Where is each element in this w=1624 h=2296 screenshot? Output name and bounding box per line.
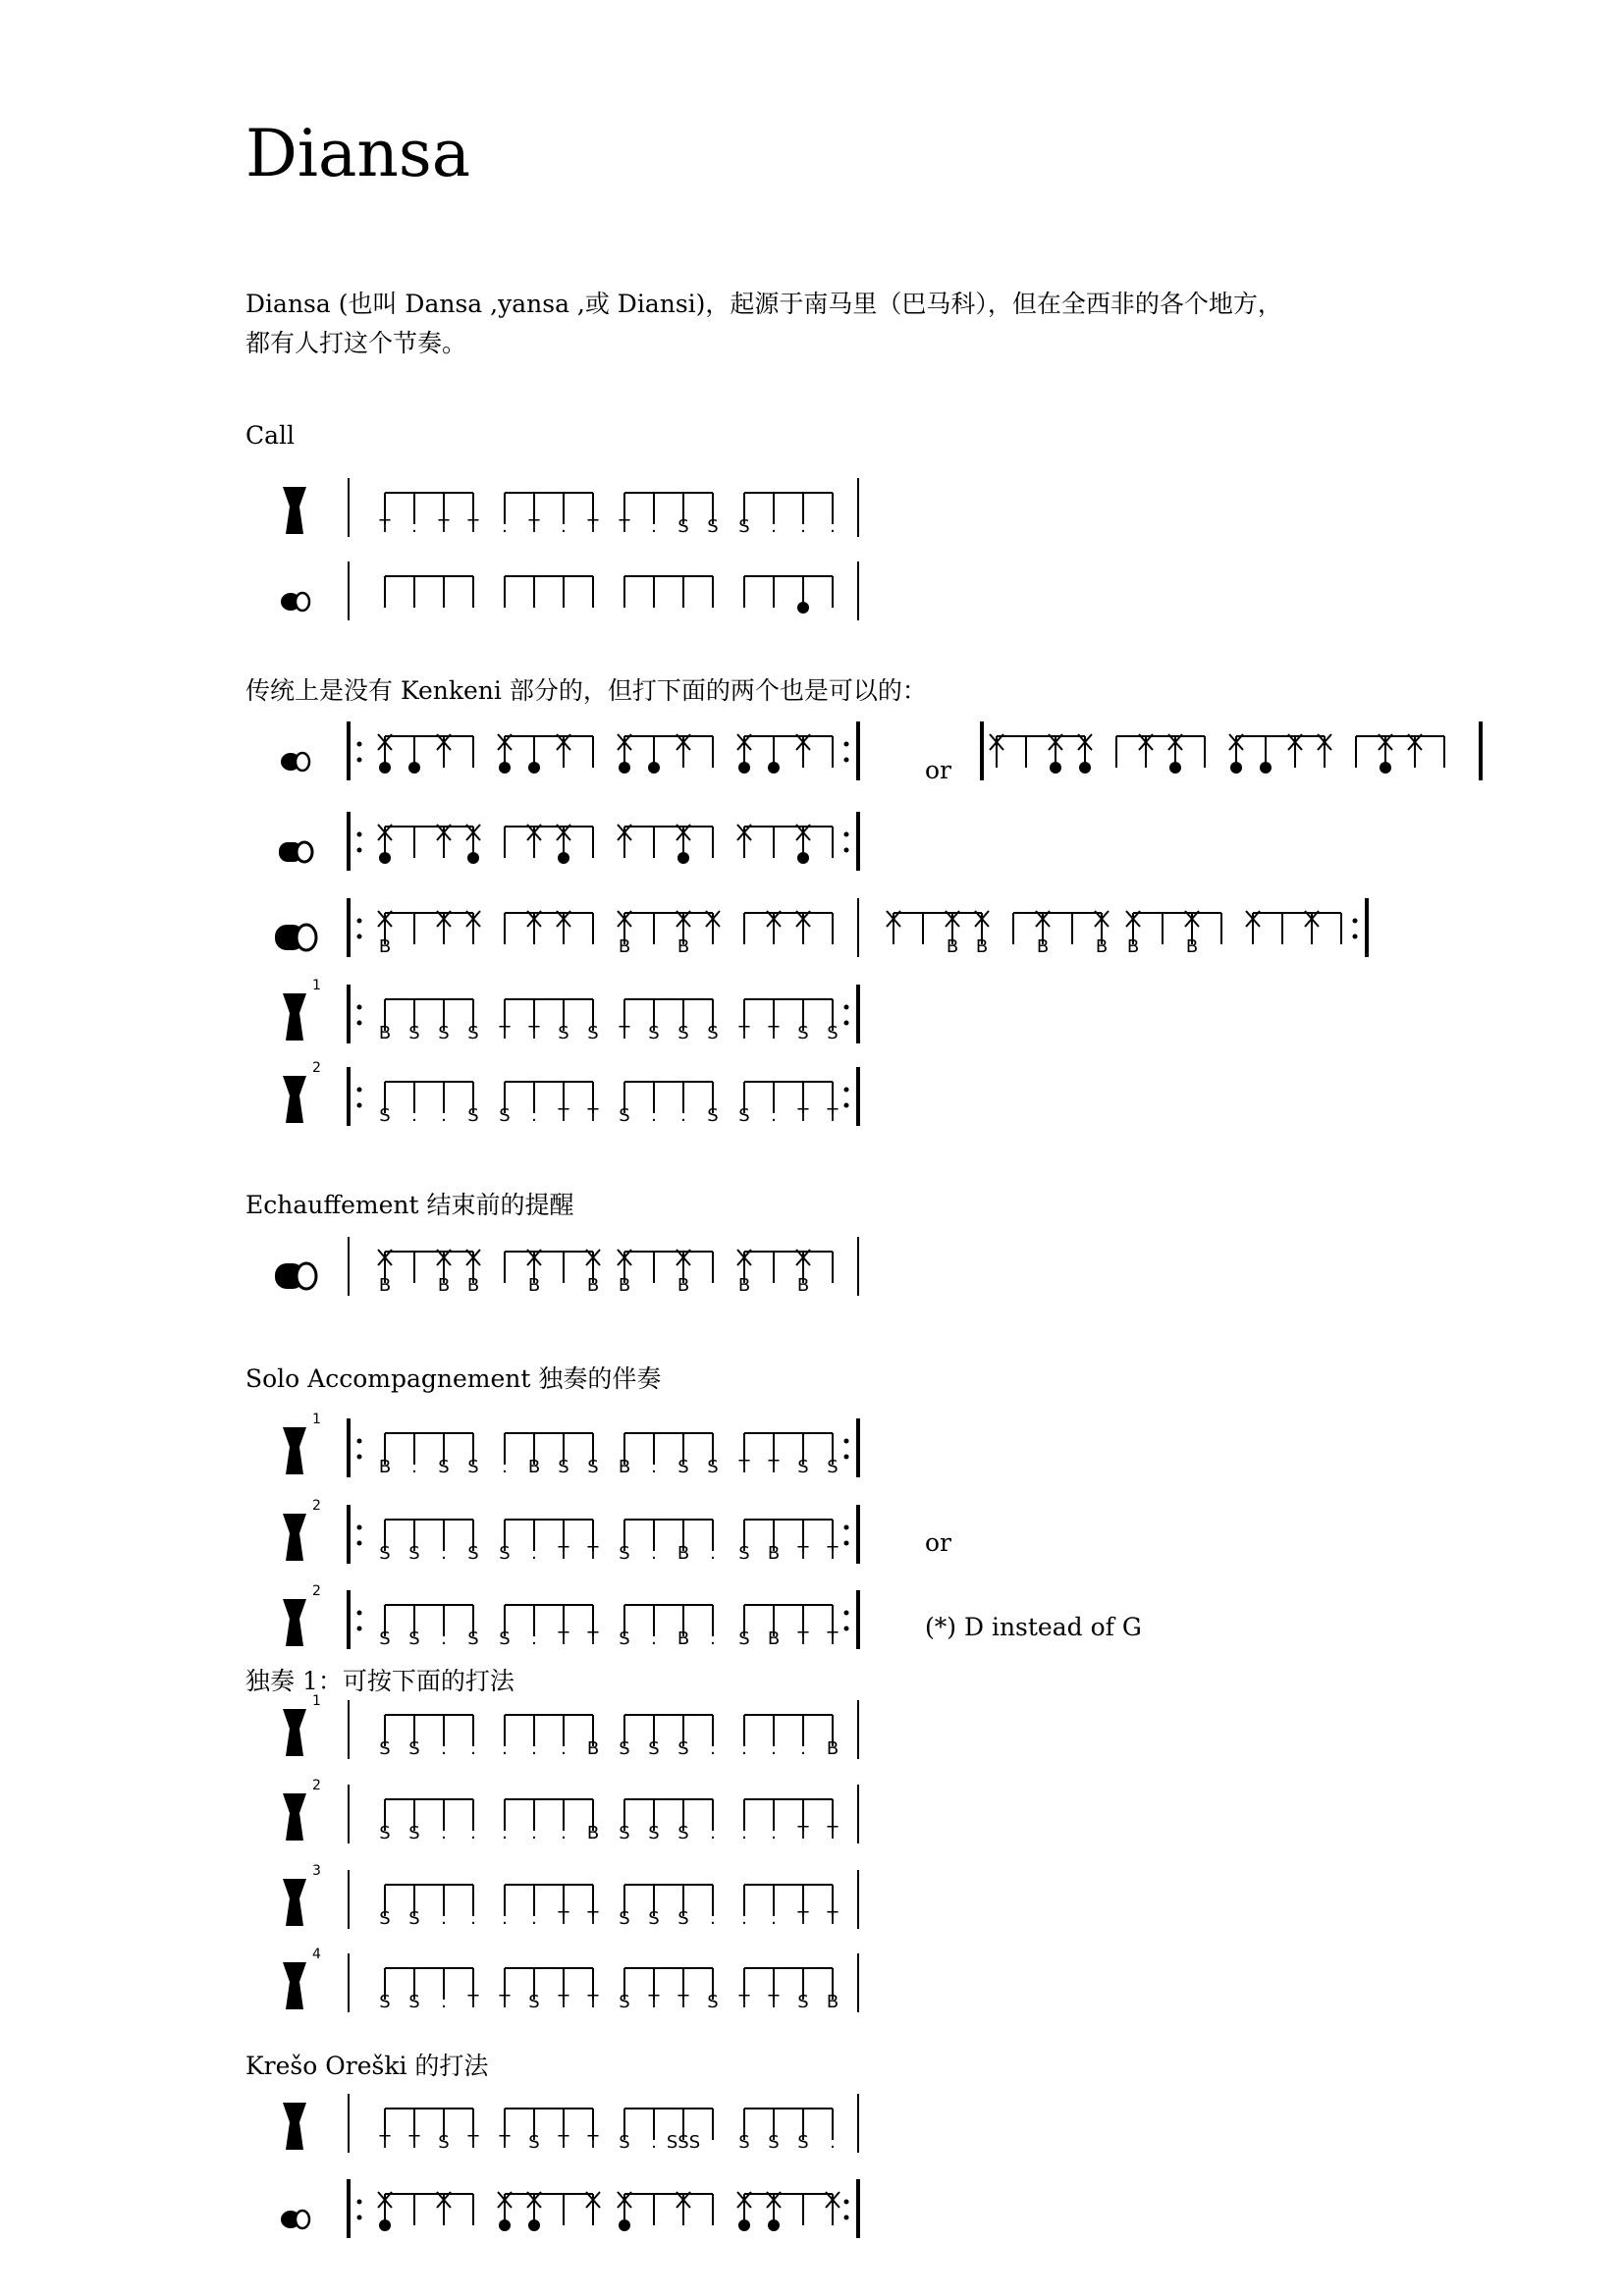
dundunba-head (297, 1263, 316, 1289)
stroke-note: S (499, 1629, 511, 1649)
stroke-note: S (707, 516, 719, 537)
repeat-dot (1353, 934, 1358, 939)
kenkeni-head (296, 2211, 309, 2228)
stroke-note: . (651, 516, 657, 537)
stroke-note: B (677, 1629, 690, 1649)
repeat-dot (357, 848, 362, 853)
stroke-note: S (619, 2132, 630, 2153)
bass-note: B (796, 1275, 810, 1296)
stroke-note: S (499, 1543, 511, 1564)
bass-note: B (677, 1275, 690, 1296)
stroke-note: T (587, 1629, 599, 1649)
repeat-dot (844, 2200, 849, 2205)
drum-stroke-dot (528, 2219, 540, 2231)
drum-stroke-dot (379, 852, 391, 864)
stroke-note: S (707, 1023, 719, 1043)
drum-stroke-dot (467, 852, 479, 864)
stroke-note: T (499, 1023, 511, 1043)
stroke-note: T (408, 2132, 420, 2153)
stroke-note: . (470, 1908, 476, 1929)
stroke-note: . (651, 1629, 657, 1649)
stroke-note: S (707, 1105, 719, 1126)
repeat-dot (844, 1627, 849, 1631)
stroke-note: . (531, 1105, 537, 1126)
stroke-note: B (527, 1457, 541, 1477)
djembe-icon (283, 993, 306, 1041)
stroke-note: . (502, 516, 508, 537)
intro-line-2: 都有人打这个节奏。 (245, 329, 467, 357)
repeat-dot (844, 848, 849, 853)
stroke-note: . (441, 1908, 447, 1929)
repeat-dot (357, 919, 362, 924)
drum-stroke-dot (797, 602, 809, 614)
bass-note: B (378, 936, 392, 957)
part-number: 2 (312, 1583, 321, 1599)
stroke-note: S (467, 1457, 479, 1477)
stroke-note: T (677, 1992, 689, 2012)
stroke-note: T (467, 516, 479, 537)
stroke-note: S (438, 1457, 450, 1477)
repeat-dot (844, 742, 849, 747)
stroke-note: S (677, 1738, 689, 1759)
stroke-note: . (531, 1823, 537, 1843)
stroke-note: S (677, 1908, 689, 1929)
stroke-note: . (441, 1543, 447, 1564)
stroke-note: T (738, 1457, 750, 1477)
repeat-dot (357, 1439, 362, 1444)
repeat-dot (844, 1088, 849, 1093)
stroke-note: S (587, 1023, 599, 1043)
bass-note: B (1036, 936, 1050, 957)
repeat-dot (844, 758, 849, 763)
repeat-dot (357, 1103, 362, 1108)
stroke-note: B (378, 1023, 392, 1043)
stroke-note: S (558, 1457, 569, 1477)
stroke-note: S (648, 1023, 660, 1043)
page-title: Diansa (245, 116, 471, 191)
drum-stroke-dot (499, 2219, 511, 2231)
stroke-note: . (441, 1823, 447, 1843)
stroke-note: S (619, 1629, 630, 1649)
repeat-dot (357, 1541, 362, 1546)
stroke-note: S (558, 1023, 569, 1043)
stroke-note: S (379, 1105, 391, 1126)
stroke-note: . (651, 1105, 657, 1126)
stroke-note: B (826, 1738, 839, 1759)
drum-stroke-dot (1079, 762, 1091, 774)
stroke-note: . (680, 1105, 686, 1126)
djembe-icon (283, 1427, 306, 1474)
stroke-note: T (768, 1457, 780, 1477)
repeat-dot (357, 758, 362, 763)
djembe-icon (283, 1599, 306, 1646)
stroke-note: S (619, 1738, 630, 1759)
stroke-note: T (827, 1629, 839, 1649)
bass-note: B (1126, 936, 1140, 957)
repeat-dot (357, 1611, 362, 1616)
stroke-note: S (738, 516, 750, 537)
stroke-note: . (800, 516, 806, 537)
stroke-note: S (379, 1629, 391, 1649)
djembe-icon (283, 1514, 306, 1561)
stroke-note: T (587, 2132, 599, 2153)
drum-stroke-dot (408, 762, 420, 774)
section-heading-solo-accompagnement: Solo Accompagnement 独奏的伴奏 (245, 1364, 662, 1393)
stroke-note: T (499, 1992, 511, 2012)
stroke-note: T (587, 1992, 599, 2012)
stroke-note: T (648, 1992, 660, 2012)
part-number: 1 (312, 1412, 321, 1427)
repeat-dot (357, 934, 362, 939)
stroke-note: B (378, 1457, 392, 1477)
bass-note: B (975, 936, 989, 957)
drum-stroke-dot (379, 2219, 391, 2231)
stroke-note: T (528, 1023, 540, 1043)
drum-stroke-dot (797, 852, 809, 864)
stroke-note: . (561, 1738, 567, 1759)
stroke-note: S (619, 1992, 630, 2012)
stroke-note: B (586, 1823, 600, 1843)
drum-stroke-dot (528, 762, 540, 774)
stroke-note: T (467, 2132, 479, 2153)
repeat-dot (844, 1525, 849, 1530)
stroke-note: . (441, 1629, 447, 1649)
stroke-note: T (797, 1543, 809, 1564)
stroke-note: T (797, 1908, 809, 1929)
part-number: 4 (312, 1947, 321, 1962)
repeat-dot (357, 1627, 362, 1631)
stroke-note: T (558, 1543, 569, 1564)
stroke-note: T (558, 2132, 569, 2153)
stroke-note: S (738, 2132, 750, 2153)
stroke-note: . (531, 1738, 537, 1759)
stroke-note: . (502, 1908, 508, 1929)
stroke-note: S (408, 1629, 420, 1649)
section-heading-call: Call (245, 421, 296, 450)
stroke-note: T (467, 1992, 479, 2012)
stroke-note: . (771, 1908, 777, 1929)
intro-line-1: Diansa (也叫 Dansa ,yansa ,或 Diansi)，起源于南马里（巴马科），但在全西非的各个地方， (245, 290, 1282, 318)
section-heading-kenkeni: 传统上是没有 Kenkeni 部分的，但打下面的两个也是可以的： (245, 676, 927, 705)
stroke-note: . (561, 1823, 567, 1843)
stroke-note: T (768, 1023, 780, 1043)
drum-stroke-dot (1050, 762, 1061, 774)
repeat-dot (844, 1021, 849, 1026)
stroke-note: . (470, 1738, 476, 1759)
drum-stroke-dot (499, 762, 511, 774)
djembe-icon (283, 1793, 306, 1841)
sangban-head (297, 842, 312, 862)
stroke-note: T (619, 1023, 630, 1043)
stroke-note: . (502, 1738, 508, 1759)
stroke-note: S (528, 1992, 540, 2012)
stroke-note: S (619, 1908, 630, 1929)
stroke-note: B (826, 1992, 839, 2012)
stroke-note: S (827, 1457, 839, 1477)
stroke-note: . (651, 1457, 657, 1477)
djembe-icon (283, 1076, 306, 1123)
repeat-dot (844, 1455, 849, 1460)
bass-note: B (527, 1275, 541, 1296)
stroke-note: T (558, 1908, 569, 1929)
stroke-note: S (619, 1105, 630, 1126)
repeat-dot (357, 1005, 362, 1010)
stroke-note: . (710, 1543, 716, 1564)
stroke-note: S (707, 1457, 719, 1477)
part-number: 1 (312, 978, 321, 993)
stroke-note: T (797, 1105, 809, 1126)
drum-stroke-dot (648, 762, 660, 774)
stroke-note: S (677, 1457, 689, 1477)
stroke-note: . (771, 1738, 777, 1759)
bass-note: B (378, 1275, 392, 1296)
stroke-note: S (379, 1738, 391, 1759)
drum-stroke-dot (738, 2219, 750, 2231)
stroke-note: . (830, 2132, 836, 2153)
drum-stroke-dot (558, 852, 569, 864)
stroke-note: T (587, 1908, 599, 1929)
stroke-note: . (741, 1823, 747, 1843)
bass-note: B (1095, 936, 1109, 957)
part-number: 2 (312, 1778, 321, 1793)
kenkeni-head (296, 753, 309, 771)
repeat-dot (844, 1439, 849, 1444)
stroke-note: T (558, 1992, 569, 2012)
stroke-note: T (587, 1105, 599, 1126)
stroke-note: S (619, 1543, 630, 1564)
bass-note: B (437, 1275, 451, 1296)
stroke-note: . (771, 516, 777, 537)
stroke-note: T (619, 516, 630, 537)
stroke-note: T (827, 1105, 839, 1126)
repeat-dot (357, 832, 362, 837)
repeat-dot (357, 2216, 362, 2220)
stroke-note: S (408, 1738, 420, 1759)
djembe-icon (283, 2103, 306, 2150)
part-number: 2 (312, 1060, 321, 1076)
stroke-note: S (379, 1908, 391, 1929)
djembe-icon (283, 1709, 306, 1756)
section-heading-echauffement: Echauffement 结束前的提醒 (245, 1191, 574, 1219)
d-instead-of-g-note: (*) D instead of G (925, 1613, 1142, 1641)
stroke-note: . (561, 516, 567, 537)
stroke-note: . (531, 1908, 537, 1929)
drum-stroke-dot (1380, 762, 1391, 774)
stroke-note: S (797, 1023, 809, 1043)
stroke-note: S (467, 1105, 479, 1126)
stroke-note: S (528, 2132, 540, 2153)
bass-note: B (618, 936, 631, 957)
repeat-dot (844, 1611, 849, 1616)
drum-stroke-dot (677, 852, 689, 864)
stroke-note: B (586, 1738, 600, 1759)
stroke-note: . (502, 1823, 508, 1843)
stroke-note: . (771, 1105, 777, 1126)
repeat-dot (357, 742, 362, 747)
stroke-note: S (467, 1543, 479, 1564)
stroke-note: S (677, 1823, 689, 1843)
repeat-dot (357, 1021, 362, 1026)
stroke-note: S (467, 1023, 479, 1043)
drum-stroke-dot (1230, 762, 1242, 774)
stroke-note: . (502, 1457, 508, 1477)
stroke-note: . (411, 516, 417, 537)
stroke-note: . (830, 516, 836, 537)
stroke-note: T (797, 1823, 809, 1843)
stroke-note: T (528, 516, 540, 537)
stroke-note: T (558, 1629, 569, 1649)
stroke-note: S (648, 1908, 660, 1929)
repeat-dot (357, 1525, 362, 1530)
bass-note: B (946, 936, 959, 957)
drum-stroke-dot (768, 2219, 780, 2231)
bass-note: B (737, 1275, 751, 1296)
stroke-note: S (738, 1105, 750, 1126)
stroke-note: . (441, 1105, 447, 1126)
djembe-icon (283, 1879, 306, 1926)
stroke-note: T (827, 1823, 839, 1843)
section-heading-solo-1: 独奏 1：可按下面的打法 (245, 1667, 514, 1695)
stroke-note: S (438, 2132, 450, 2153)
stroke-note: S (438, 1023, 450, 1043)
stroke-note: T (738, 1992, 750, 2012)
stroke-note: T (558, 1105, 569, 1126)
stroke-note: . (741, 1908, 747, 1929)
or-label-1: or (925, 756, 952, 784)
stroke-note: S (408, 1908, 420, 1929)
stroke-note: S (379, 1992, 391, 2012)
repeat-dot (844, 1541, 849, 1546)
stroke-note: . (771, 1823, 777, 1843)
stroke-note: S (677, 516, 689, 537)
stroke-note: T (499, 2132, 511, 2153)
bass-note: B (618, 1275, 631, 1296)
kenkeni-head (296, 593, 309, 611)
stroke-note: T (797, 1629, 809, 1649)
dundunba-head (297, 925, 316, 950)
stroke-note: T (379, 2132, 391, 2153)
bass-note: B (586, 1275, 600, 1296)
stroke-note: S (467, 1629, 479, 1649)
stroke-note: . (531, 1629, 537, 1649)
drum-stroke-dot (1260, 762, 1272, 774)
stroke-note: . (470, 1823, 476, 1843)
stroke-note: T (738, 1023, 750, 1043)
repeat-dot (357, 1088, 362, 1093)
drum-stroke-dot (738, 762, 750, 774)
drum-stroke-dot (379, 762, 391, 774)
stroke-note: S (619, 1823, 630, 1843)
stroke-note: T (827, 1543, 839, 1564)
stroke-note: . (710, 1738, 716, 1759)
stroke-note: B (767, 1543, 781, 1564)
stroke-note: S (408, 1023, 420, 1043)
djembe-icon (283, 487, 306, 534)
bass-note: B (677, 936, 690, 957)
stroke-note: T (587, 516, 599, 537)
stroke-note: B (767, 1629, 781, 1649)
stroke-note: S (379, 1823, 391, 1843)
stroke-note: . (800, 1738, 806, 1759)
repeat-dot (844, 2216, 849, 2220)
bass-note: B (1185, 936, 1199, 957)
stroke-note: S (797, 1992, 809, 2012)
stroke-note: S (738, 1543, 750, 1564)
stroke-note: S (648, 1738, 660, 1759)
stroke-note: S (379, 1543, 391, 1564)
stroke-note: S (408, 1543, 420, 1564)
stroke-note: . (710, 1823, 716, 1843)
part-number: 3 (312, 1863, 321, 1879)
stroke-note: . (531, 1543, 537, 1564)
stroke-note: . (441, 1738, 447, 1759)
stroke-note: . (441, 1992, 447, 2012)
stroke-note: B (618, 1457, 631, 1477)
stroke-note: . (710, 1908, 716, 1929)
repeat-dot (844, 1103, 849, 1108)
stroke-note: T (768, 1992, 780, 2012)
stroke-note: T (827, 1908, 839, 1929)
stroke-note: S (797, 2132, 809, 2153)
repeat-dot (1353, 919, 1358, 924)
stroke-note: S (797, 1457, 809, 1477)
stroke-note: T (379, 516, 391, 537)
repeat-dot (844, 832, 849, 837)
stroke-note: B (677, 1543, 690, 1564)
stroke-note: S (648, 1823, 660, 1843)
stroke-note: . (741, 1738, 747, 1759)
stroke-note: SSS (666, 2132, 701, 2153)
stroke-note: S (738, 1629, 750, 1649)
drum-stroke-dot (619, 762, 630, 774)
part-number: 1 (312, 1693, 321, 1709)
section-heading-kreso: Krešo Oreški 的打法 (245, 2052, 489, 2080)
stroke-note: S (768, 2132, 780, 2153)
stroke-note: S (408, 1992, 420, 2012)
stroke-note: . (411, 1105, 417, 1126)
repeat-dot (357, 1455, 362, 1460)
stroke-note: S (408, 1823, 420, 1843)
stroke-note: . (710, 1629, 716, 1649)
part-number: 2 (312, 1498, 321, 1514)
repeat-dot (844, 1005, 849, 1010)
stroke-note: . (411, 1457, 417, 1477)
or-label-2: or (925, 1528, 952, 1557)
stroke-note: T (438, 516, 450, 537)
drum-stroke-dot (768, 762, 780, 774)
stroke-note: S (677, 1023, 689, 1043)
stroke-note: . (651, 2132, 657, 2153)
stroke-note: S (707, 1992, 719, 2012)
stroke-note: S (827, 1023, 839, 1043)
drum-stroke-dot (619, 2219, 630, 2231)
drum-stroke-dot (1169, 762, 1181, 774)
djembe-icon (283, 1962, 306, 2009)
stroke-note: . (651, 1543, 657, 1564)
stroke-note: S (587, 1457, 599, 1477)
stroke-note: T (587, 1543, 599, 1564)
stroke-note: S (499, 1105, 511, 1126)
repeat-dot (357, 2200, 362, 2205)
bass-note: B (466, 1275, 480, 1296)
